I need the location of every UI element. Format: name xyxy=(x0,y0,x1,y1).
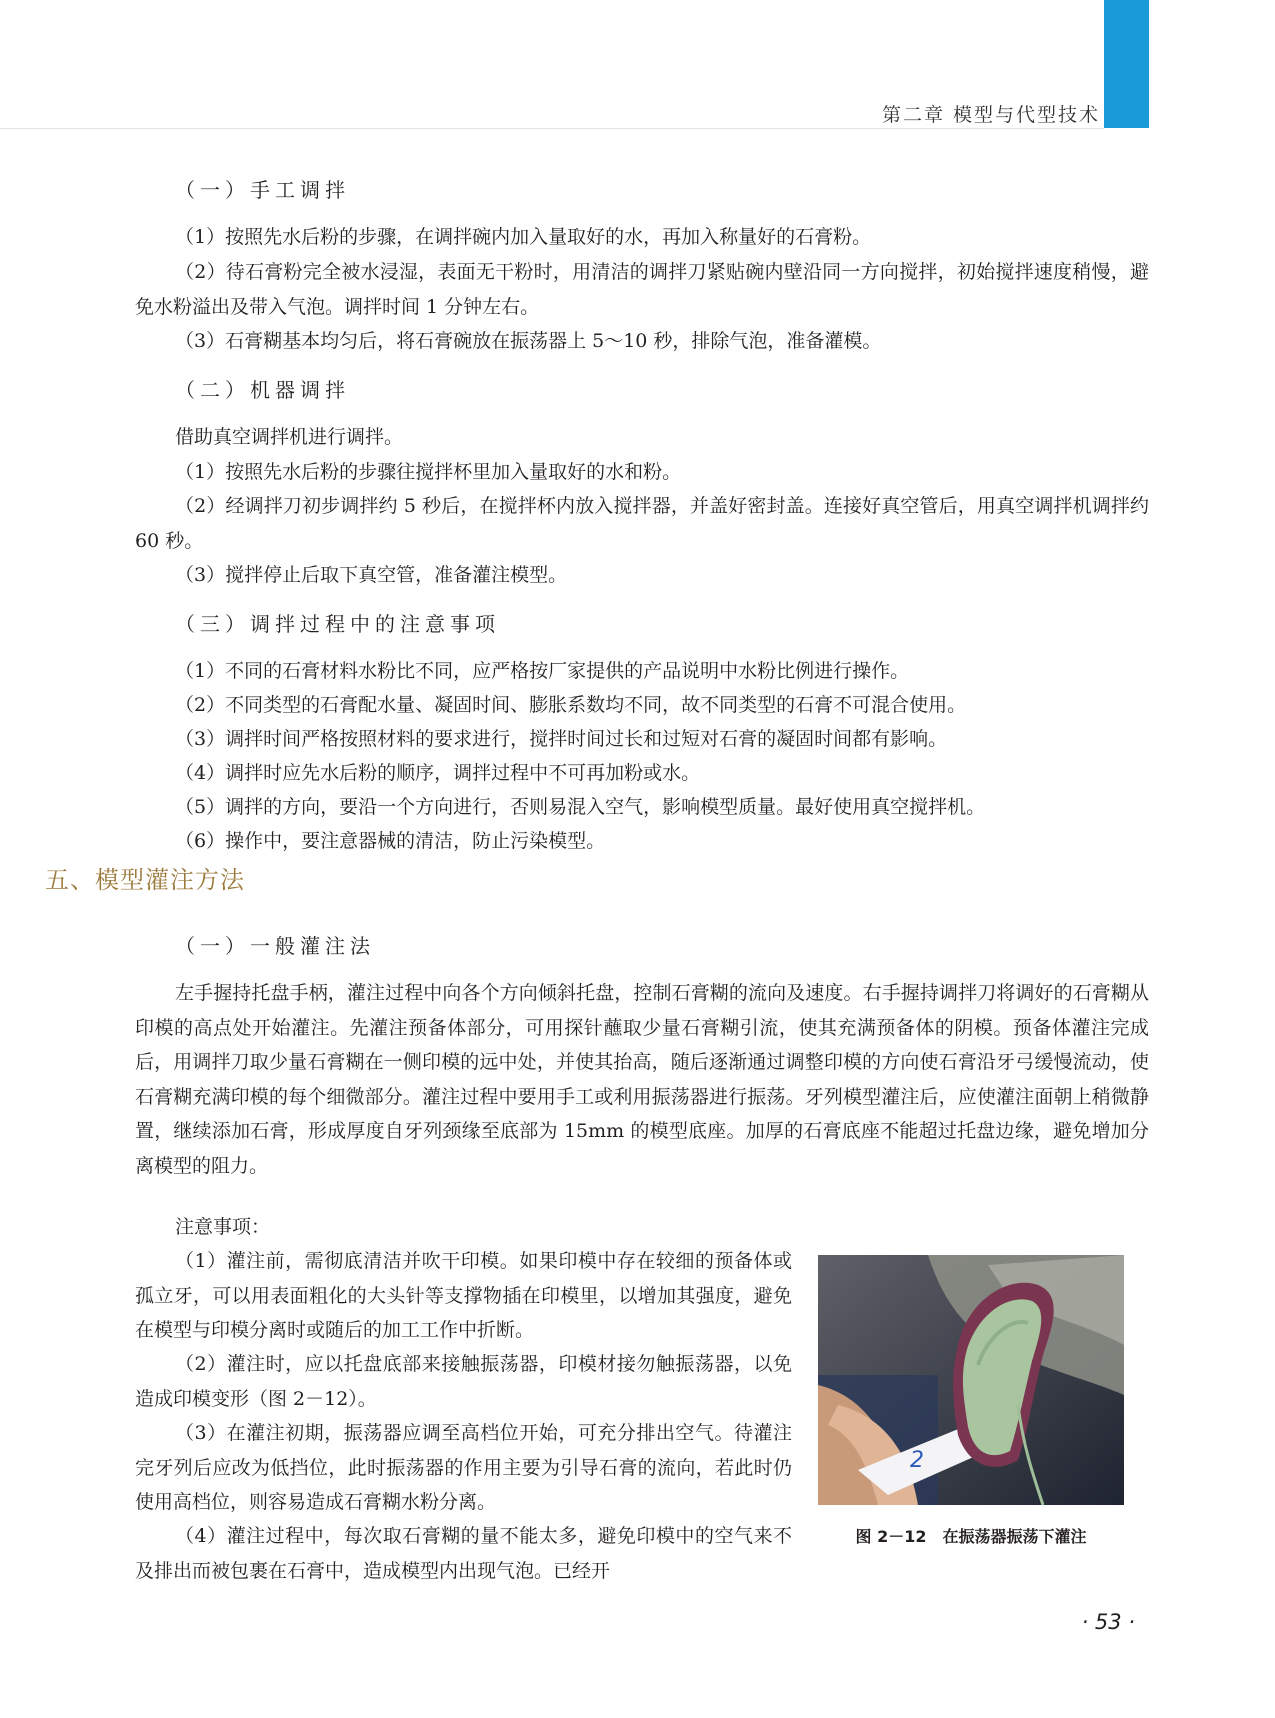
pour-note-2: （2）灌注时，应以托盘底部来接触振荡器，印模材接勿触振荡器，以免造成印模变形（图 2－12）。 xyxy=(135,1353,792,1410)
machine-intro: 借助真空调拌机进行调拌。 xyxy=(175,426,404,448)
machine-step-3: （3）搅拌停止后取下真空管，准备灌注模型。 xyxy=(175,564,568,586)
mixing-note-1: （1）不同的石膏材料水粉比不同，应严格按厂家提供的产品说明中水粉比例进行操作。 xyxy=(175,660,910,682)
running-header: 第二章 模型与代型技术 xyxy=(881,104,1100,126)
manual-step-1: （1）按照先水后粉的步骤，在调拌碗内加入量取好的水，再加入称量好的石膏粉。 xyxy=(175,226,872,248)
mixing-note-3: （3）调拌时间严格按照材料的要求进行，搅拌时间过长和过短对石膏的凝固时间都有影响。 xyxy=(175,728,948,750)
handwritten-mark: 2 xyxy=(910,1448,924,1473)
pour-note-1: （1）灌注前，需彻底清洁并吹干印模。如果印模中存在较细的预备体或孤立牙，可以用表面粗化的大头针等支撑物插在印模里，以增加其强度，避免在模型与印模分离时或随后的加工工作中折断。 xyxy=(135,1250,792,1341)
heading-machine-mixing: （二）机器调拌 xyxy=(175,378,350,402)
pour-note-3: （3）在灌注初期，振荡器应调至高档位开始，可充分排出空气。待灌注完牙列后应改为低挡位，此时振荡器的作用主要为引导石膏的流向，若此时仍使用高档位，则容易造成石膏糊水粉分离。 xyxy=(135,1422,792,1513)
photo-illustration xyxy=(818,1255,1124,1505)
machine-step-2: （2）经调拌刀初步调拌约 5 秒后，在搅拌杯内放入搅拌器，并盖好密封盖。连接好真空管后，用真空调拌机调拌约 60 秒。 xyxy=(135,495,1149,552)
heading-mixing-notes: （三）调拌过程中的注意事项 xyxy=(175,612,500,636)
machine-step-1: （1）按照先水后粉的步骤往搅拌杯里加入量取好的水和粉。 xyxy=(175,461,682,483)
figure-photo-vibrator-pouring xyxy=(818,1255,1124,1505)
mixing-note-5: （5）调拌的方向，要沿一个方向进行，否则易混入空气，影响模型质量。最好使用真空搅拌机。 xyxy=(175,796,986,818)
mixing-note-6: （6）操作中，要注意器械的清洁，防止污染模型。 xyxy=(175,830,606,852)
figure-caption: 图 2－12 在振荡器振荡下灌注 xyxy=(855,1527,1087,1546)
manual-step-2: （2）待石膏粉完全被水浸湿，表面无干粉时，用清洁的调拌刀紧贴碗内壁沿同一方向搅拌，初始搅拌速度稍慢，避免水粉溢出及带入气泡。调拌时间 1 分钟左右。 xyxy=(135,261,1149,318)
general-pouring-paragraph: 左手握持托盘手柄，灌注过程中向各个方向倾斜托盘，控制石膏糊的流向及速度。右手握持调拌刀将调好的石膏糊从印模的高点处开始灌注。先灌注预备体部分，可用探针蘸取少量石膏糊引流，使其充满预备体的阴模。预备体灌注完成后，用调拌刀取少量石膏糊在一侧印模的远中处，并使其抬高，随后逐渐通过调整印模的方向使石膏沿牙弓缓慢流动，使石膏糊充满印模的每个细微部分。灌注过程中要用手工或利用振荡器进行振荡。牙列模型灌注后，应使灌注面朝上稍微静置，继续添加石膏，形成厚度自牙列颈缘至底部为 15mm 的模型底座。加厚的石膏底座不能超过托盘边缘，避免增加分离模型的阻力。 xyxy=(135,982,1149,1177)
notes-label: 注意事项： xyxy=(175,1216,271,1238)
section-title-pouring-methods: 五、模型灌注方法 xyxy=(45,866,245,894)
header-divider xyxy=(0,128,1104,129)
heading-manual-mixing: （一）手工调拌 xyxy=(175,178,350,202)
chapter-tab-marker xyxy=(1104,0,1149,128)
manual-step-3: （3）石膏糊基本均匀后，将石膏碗放在振荡器上 5～10 秒，排除气泡，准备灌模。 xyxy=(175,330,882,352)
mixing-note-4: （4）调拌时应先水后粉的顺序，调拌过程中不可再加粉或水。 xyxy=(175,762,701,784)
pour-note-4: （4）灌注过程中，每次取石膏糊的量不能太多，避免印模中的空气来不及排出而被包裹在石膏中，造成模型内出现气泡。已经开 xyxy=(135,1525,792,1582)
page-number: · 53 · xyxy=(1081,1610,1135,1634)
mixing-note-2: （2）不同类型的石膏配水量、凝固时间、膨胀系数均不同，故不同类型的石膏不可混合使用。 xyxy=(175,694,967,716)
heading-general-pouring: （一）一般灌注法 xyxy=(175,934,375,958)
